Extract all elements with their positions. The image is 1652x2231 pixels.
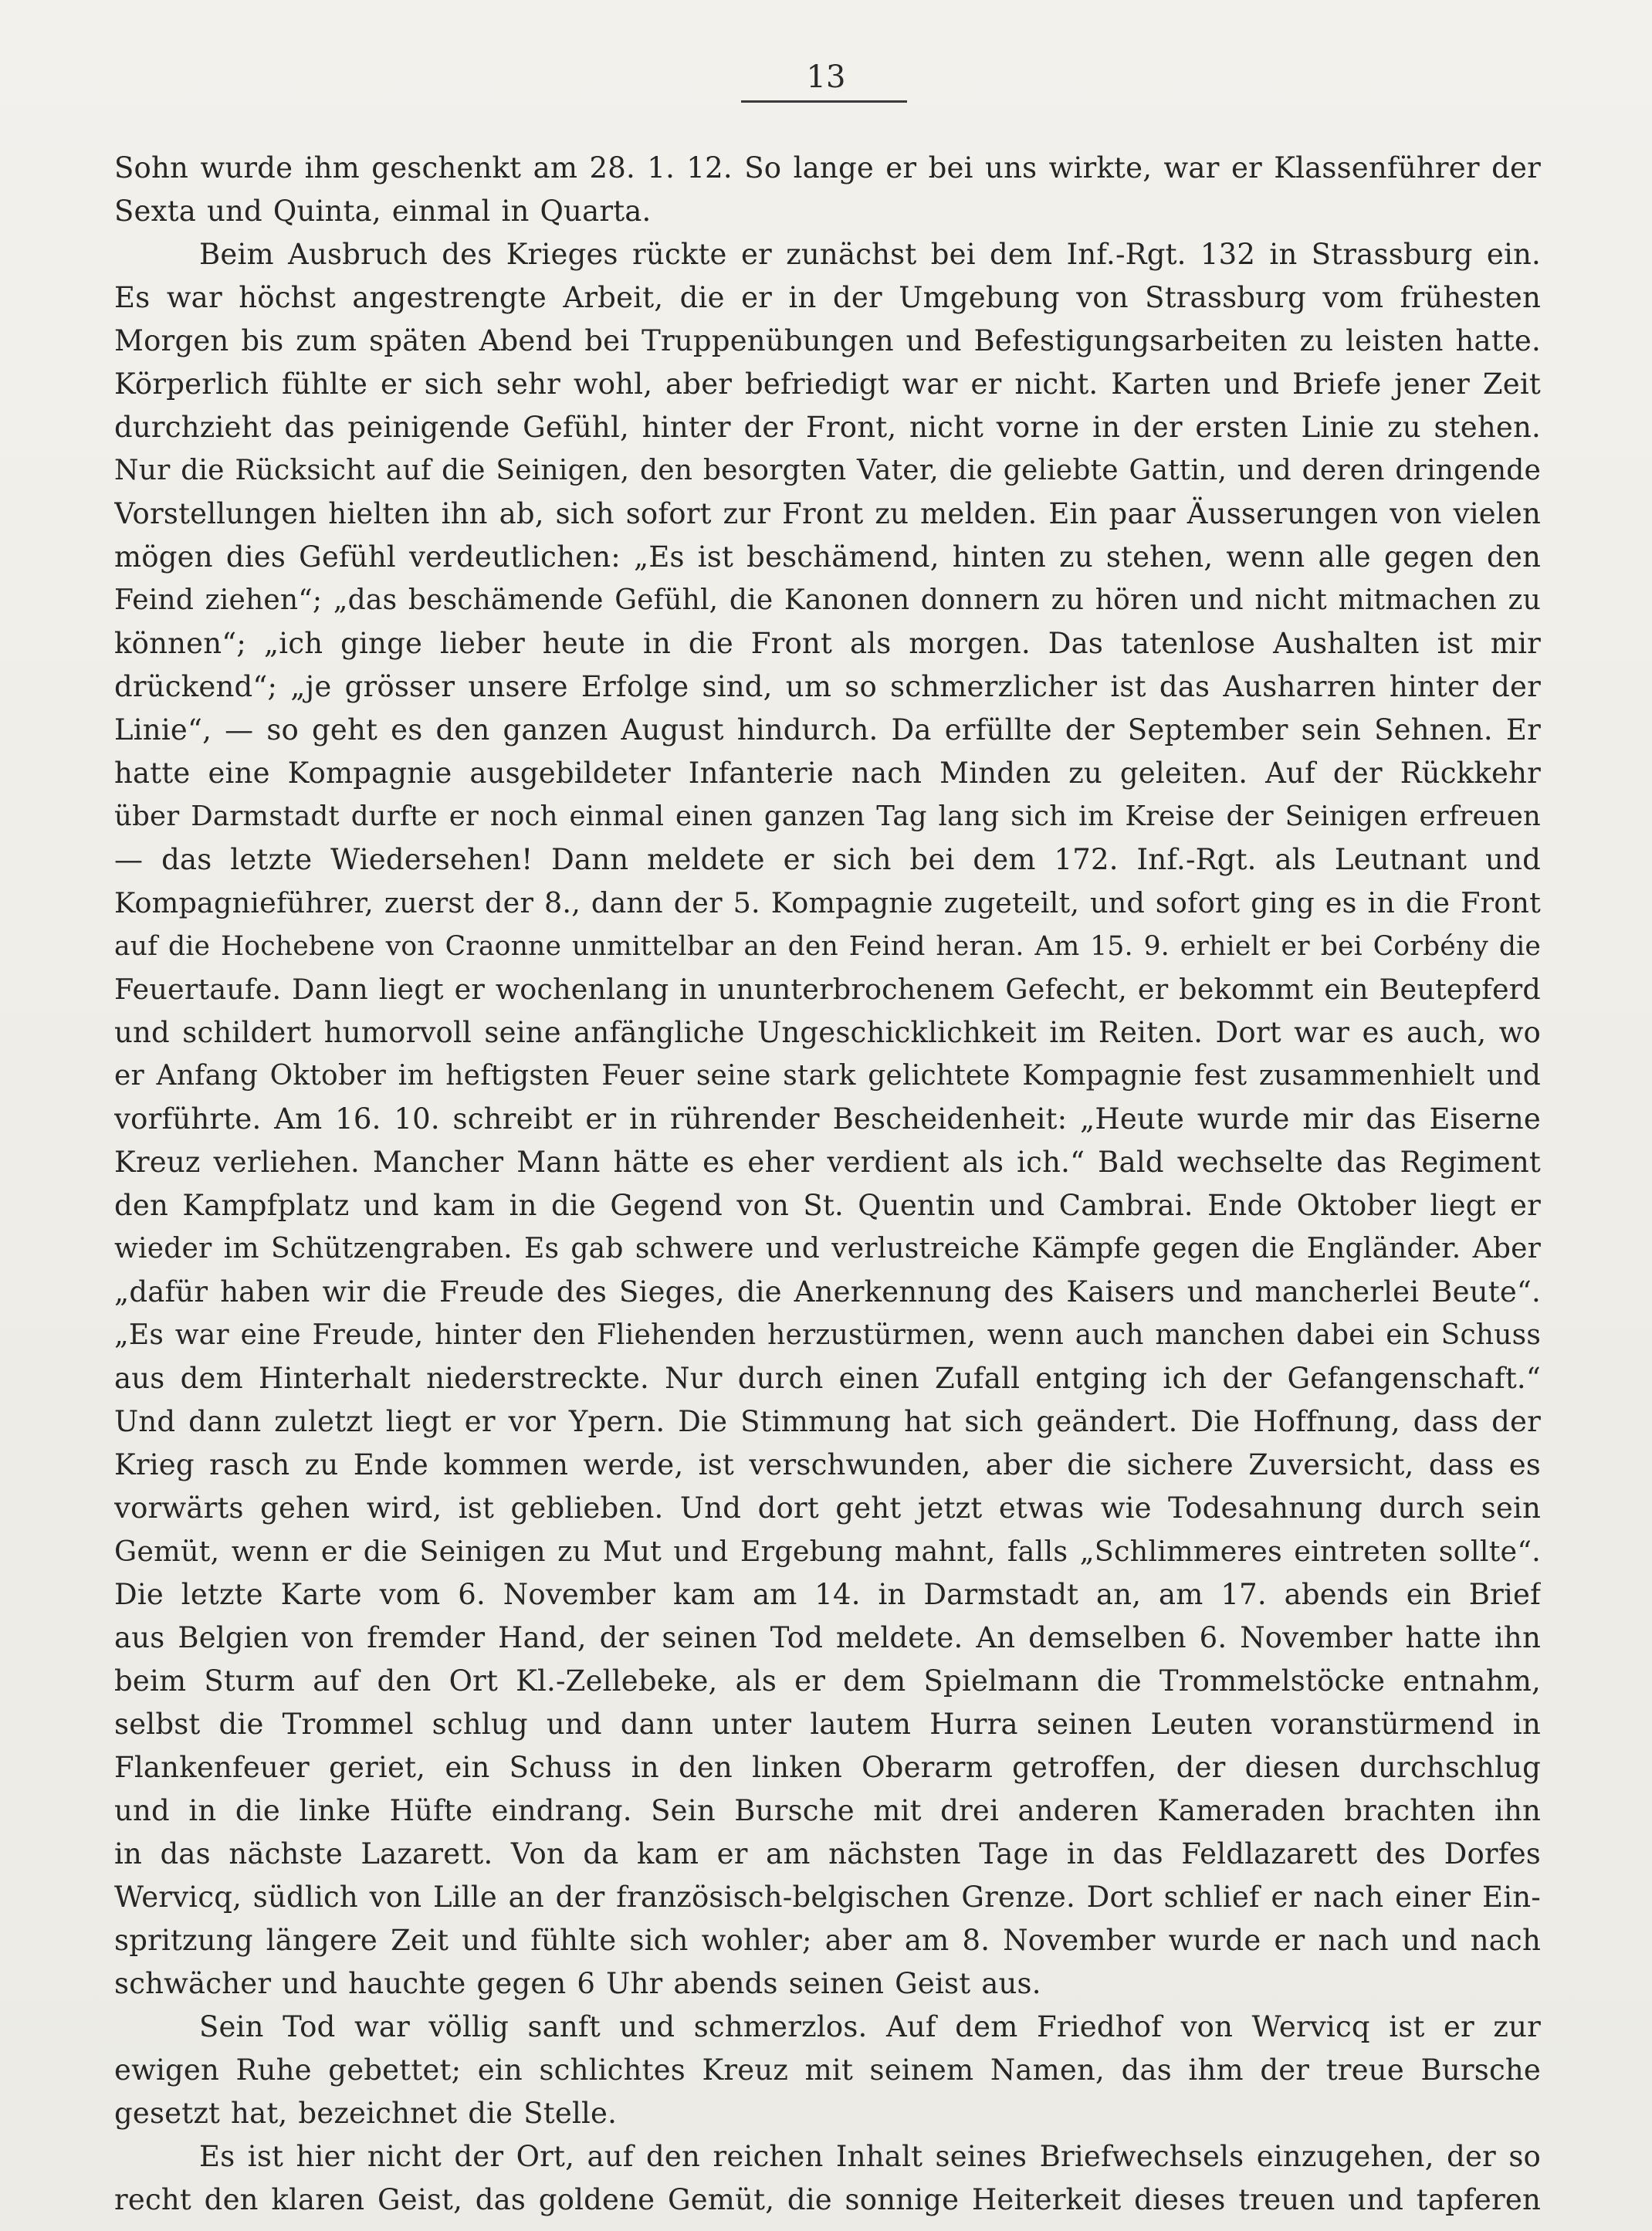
text-line: spritzung längere Zeit und fühlte sich wohler; aber am 8. November wurde er nach und nach [114,1924,1541,1957]
text-line: — das letzte Wiedersehen! Dann meldete er sich bei dem 172. Inf.-Rgt. als Leutnant und [114,843,1541,876]
text-line: Nur die Rücksicht auf die Seinigen, den besorgten Vater, die geliebte Gattin, und deren dringende [114,455,1541,486]
text-line: wieder im Schützengraben. Es gab schwere und verlustreiche Kämpfe gegen die Engländer. Aber [114,1233,1541,1264]
text-line: durchzieht das peinigende Gefühl, hinter der Front, nicht vorne in der ersten Linie zu stehen. [114,411,1541,444]
text-line: Feuertaufe. Dann liegt er wochenlang in ununterbrochenem Gefecht, er bekommt ein Beutepferd [114,973,1541,1006]
text-line: Krieg rasch zu Ende kommen werde, ist verschwunden, aber die sichere Zuversicht, dass es [114,1448,1541,1481]
text-line: Sein Tod war völlig sanft und schmerzlos. Auf dem Friedhof von Wervicq ist er zur [199,2010,1541,2043]
text-line: er Anfang Oktober im heftigsten Feuer seine stark gelichtete Kompagnie fest zusammenhielt und [114,1060,1541,1092]
text-line: und in die linke Hüfte eindrang. Sein Bursche mit drei anderen Kameraden brachten ihn [114,1794,1541,1827]
text-line: Beim Ausbruch des Krieges rückte er zunächst bei dem Inf.-Rgt. 132 in Strassburg ein. [199,238,1541,271]
text-line: mögen dies Gefühl verdeutlichen: „Es ist beschämend, hinten zu stehen, wenn alle gegen den [114,540,1541,574]
text-line: Wervicq, südlich von Lille an der französisch-belgischen Grenze. Dort schlief er nach einer Ein- [114,1881,1541,1914]
text-line: aus Belgien von fremder Hand, der seinen Tod meldete. An demselben 6. November hatte ihn [114,1621,1541,1654]
text-line: Sexta und Quinta, einmal in Quarta. [114,195,652,228]
text-line: vorführte. Am 16. 10. schreibt er in rührender Bescheidenheit: „Heute wurde mir das Eiserne [114,1102,1541,1136]
text-line: auf die Hochebene von Craonne unmittelbar an den Feind heran. Am 15. 9. erhielt er bei Corbény die [114,931,1541,962]
page-number: 13 [806,59,846,95]
text-line: Feind ziehen“; „das beschämende Gefühl, die Kanonen donnern zu hören und nicht mitmachen zu [114,584,1541,616]
text-line: Die letzte Karte vom 6. November kam am 14. in Darmstadt an, am 17. abends ein Brief [114,1578,1541,1611]
text-line: drückend“; „je grösser unsere Erfolge sind, um so schmerzlicher ist das Ausharren hinter der [114,670,1541,703]
text-line: hatte eine Kompagnie ausgebildeter Infanterie nach Minden zu geleiten. Auf der Rückkehr [114,757,1541,790]
text-line: den Kampfplatz und kam in die Gegend von St. Quentin und Cambrai. Ende Oktober liegt er [114,1189,1541,1222]
text-line: Morgen bis zum späten Abend bei Truppenübungen und Befestigungsarbeiten zu leisten hatte. [114,324,1541,357]
text-line: können“; „ich ginge lieber heute in die Front als morgen. Das tatenlose Aushalten ist mir [114,627,1541,660]
text-line: Kompagnieführer, zuerst der 8., dann der 5. Kompagnie zugeteilt, und sofort ging es in die Front [114,886,1541,919]
text-line: schwächer und hauchte gegen 6 Uhr abends seinen Geist aus. [114,1967,1041,2000]
text-line: recht den klaren Geist, das goldene Gemüt, die sonnige Heiterkeit dieses treuen und tapferen [114,2183,1541,2216]
text-line: gesetzt hat, bezeichnet die Stelle. [114,2097,618,2130]
text-line: ewigen Ruhe gebettet; ein schlichtes Kreuz mit seinem Namen, das ihm der treue Bursche [114,2053,1541,2087]
text-line: Es war höchst angestrengte Arbeit, die er in der Umgebung von Strassburg vom frühesten [114,281,1541,314]
text-line: über Darmstadt durfte er noch einmal einen ganzen Tag lang sich im Kreise der Seinigen erfreuen [114,801,1541,832]
text-line: Kreuz verliehen. Mancher Mann hätte es eher verdient als ich.“ Bald wechselte das Regiment [114,1146,1541,1179]
text-line: vorwärts gehen wird, ist geblieben. Und dort geht jetzt etwas wie Todesahnung durch sein [114,1491,1541,1525]
text-line: Linie“, — so geht es den ganzen August hindurch. Da erfüllte der September sein Sehnen. Er [114,713,1541,746]
text-line: aus dem Hinterhalt niederstreckte. Nur durch einen Zufall entging ich der Gefangenschaft.“ [114,1362,1541,1395]
page-number-rule [741,100,907,103]
text-line: Es ist hier nicht der Ort, auf den reichen Inhalt seines Briefwechsels einzugehen, der so [199,2140,1541,2173]
text-line: Gemüt, wenn er die Seinigen zu Mut und Ergebung mahnt, falls „Schlimmeres eintreten sollte“. [114,1535,1541,1568]
text-line: beim Sturm auf den Ort Kl.-Zellebeke, als er dem Spielmann die Trommelstöcke entnahm, [114,1664,1541,1698]
text-line: Und dann zuletzt liegt er vor Ypern. Die Stimmung hat sich geändert. Die Hoffnung, dass der [114,1405,1541,1438]
text-line: „Es war eine Freude, hinter den Fliehenden herzustürmen, wenn auch manchen dabei ein Schuss [114,1319,1541,1351]
text-line: Sohn wurde ihm geschenkt am 28. 1. 12. So lange er bei uns wirkte, war er Klassenführer der [114,151,1541,185]
text-line: und schildert humorvoll seine anfängliche Ungeschicklichkeit im Reiten. Dort war es auch, wo [114,1016,1541,1049]
text-line: selbst die Trommel schlug und dann unter lautem Hurra seinen Leuten voranstürmend in [114,1708,1541,1741]
text-line: Körperlich fühlte er sich sehr wohl, aber befriedigt war er nicht. Karten und Briefe jener Zeit [114,367,1541,401]
text-line: „dafür haben wir die Freude des Sieges, die Anerkennung des Kaisers und mancherlei Beute“. [114,1275,1541,1308]
text-line: Vorstellungen hielten ihn ab, sich sofort zur Front zu melden. Ein paar Äusserungen von vielen [114,497,1541,530]
body-text [114,147,1541,2222]
text-line: Flankenfeuer geriet, ein Schuss in den linken Oberarm getroffen, der diesen durchschlug [114,1751,1541,1784]
text-line: in das nächste Lazarett. Von da kam er am nächsten Tage in das Feldlazarett des Dorfes [114,1837,1541,1870]
